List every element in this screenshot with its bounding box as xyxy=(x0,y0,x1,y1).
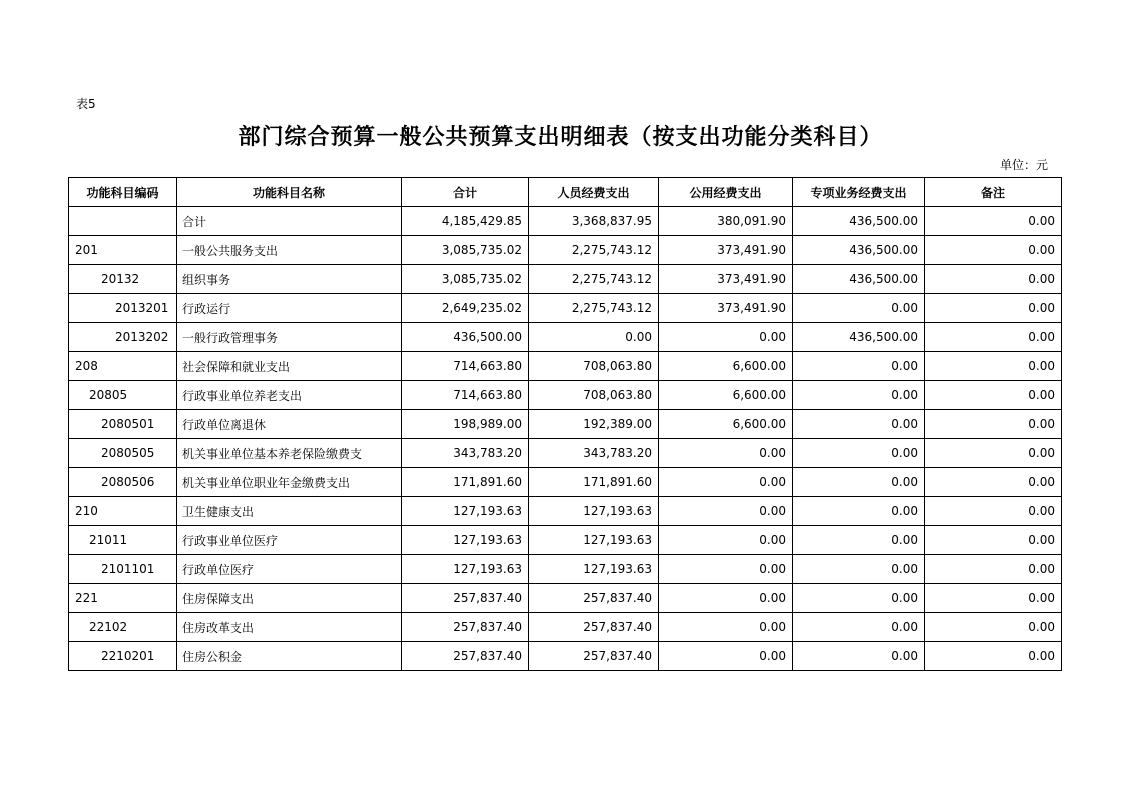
row-name: 组织事务 xyxy=(177,265,402,294)
table-number: 表5 xyxy=(76,97,96,111)
row-code: 2013201 xyxy=(69,294,177,323)
table-row xyxy=(69,468,1062,497)
row-public: 6,600.00 xyxy=(659,352,793,381)
row-name: 合计 xyxy=(177,207,402,236)
row-public: 380,091.90 xyxy=(659,207,793,236)
row-code: 201 xyxy=(69,236,177,265)
header-public: 公用经费支出 xyxy=(659,178,793,207)
row-note: 0.00 xyxy=(925,294,1062,323)
row-total: 257,837.40 xyxy=(402,584,529,613)
header-row xyxy=(69,178,1062,207)
header-total: 合计 xyxy=(402,178,529,207)
budget-table xyxy=(68,177,1062,671)
table-row xyxy=(69,439,1062,468)
row-personnel: 2,275,743.12 xyxy=(529,294,659,323)
row-note: 0.00 xyxy=(925,352,1062,381)
row-personnel: 2,275,743.12 xyxy=(529,236,659,265)
row-name: 一般行政管理事务 xyxy=(177,323,402,352)
row-public: 373,491.90 xyxy=(659,265,793,294)
table-row xyxy=(69,642,1062,671)
row-note: 0.00 xyxy=(925,410,1062,439)
row-note: 0.00 xyxy=(925,381,1062,410)
row-code: 221 xyxy=(69,584,177,613)
row-special: 436,500.00 xyxy=(793,323,925,352)
row-name: 住房公积金 xyxy=(177,642,402,671)
row-name: 机关事业单位职业年金缴费支出 xyxy=(177,468,402,497)
row-public: 0.00 xyxy=(659,555,793,584)
row-personnel: 0.00 xyxy=(529,323,659,352)
row-public: 0.00 xyxy=(659,613,793,642)
row-public: 0.00 xyxy=(659,642,793,671)
row-name: 行政运行 xyxy=(177,294,402,323)
table-row xyxy=(69,323,1062,352)
table-row xyxy=(69,555,1062,584)
row-note: 0.00 xyxy=(925,323,1062,352)
table-row xyxy=(69,613,1062,642)
row-name: 机关事业单位基本养老保险缴费支 xyxy=(177,439,402,468)
document-title: 部门综合预算一般公共预算支出明细表（按支出功能分类科目） xyxy=(238,125,883,150)
row-note: 0.00 xyxy=(925,207,1062,236)
row-note: 0.00 xyxy=(925,526,1062,555)
row-special: 0.00 xyxy=(793,468,925,497)
row-total: 3,085,735.02 xyxy=(402,265,529,294)
row-special: 0.00 xyxy=(793,352,925,381)
row-code: 210 xyxy=(69,497,177,526)
row-note: 0.00 xyxy=(925,584,1062,613)
table-row xyxy=(69,352,1062,381)
header-special: 专项业务经费支出 xyxy=(793,178,925,207)
row-public: 6,600.00 xyxy=(659,381,793,410)
row-special: 0.00 xyxy=(793,410,925,439)
row-personnel: 257,837.40 xyxy=(529,584,659,613)
row-personnel: 257,837.40 xyxy=(529,642,659,671)
table-row xyxy=(69,381,1062,410)
row-special: 0.00 xyxy=(793,613,925,642)
row-name: 行政事业单位医疗 xyxy=(177,526,402,555)
row-code xyxy=(69,207,177,236)
header-note: 备注 xyxy=(925,178,1062,207)
unit-label: 单位：元 xyxy=(1000,158,1049,172)
row-special: 0.00 xyxy=(793,439,925,468)
row-code: 2080505 xyxy=(69,439,177,468)
row-note: 0.00 xyxy=(925,613,1062,642)
row-note: 0.00 xyxy=(925,642,1062,671)
row-note: 0.00 xyxy=(925,555,1062,584)
row-total: 171,891.60 xyxy=(402,468,529,497)
row-public: 0.00 xyxy=(659,468,793,497)
row-total: 127,193.63 xyxy=(402,497,529,526)
row-special: 0.00 xyxy=(793,584,925,613)
row-special: 436,500.00 xyxy=(793,265,925,294)
row-personnel: 3,368,837.95 xyxy=(529,207,659,236)
row-public: 0.00 xyxy=(659,439,793,468)
row-total: 714,663.80 xyxy=(402,352,529,381)
row-code: 22102 xyxy=(69,613,177,642)
header-personnel: 人员经费支出 xyxy=(529,178,659,207)
row-total: 343,783.20 xyxy=(402,439,529,468)
row-note: 0.00 xyxy=(925,468,1062,497)
row-personnel: 127,193.63 xyxy=(529,555,659,584)
row-public: 373,491.90 xyxy=(659,236,793,265)
row-code: 208 xyxy=(69,352,177,381)
row-special: 436,500.00 xyxy=(793,236,925,265)
row-personnel: 257,837.40 xyxy=(529,613,659,642)
row-name: 行政单位医疗 xyxy=(177,555,402,584)
row-note: 0.00 xyxy=(925,497,1062,526)
row-special: 0.00 xyxy=(793,381,925,410)
row-total: 436,500.00 xyxy=(402,323,529,352)
row-name: 行政事业单位养老支出 xyxy=(177,381,402,410)
row-total: 4,185,429.85 xyxy=(402,207,529,236)
row-public: 373,491.90 xyxy=(659,294,793,323)
row-code: 20132 xyxy=(69,265,177,294)
row-total: 2,649,235.02 xyxy=(402,294,529,323)
row-special: 436,500.00 xyxy=(793,207,925,236)
row-code: 20805 xyxy=(69,381,177,410)
row-total: 257,837.40 xyxy=(402,613,529,642)
table-row xyxy=(69,236,1062,265)
row-code: 2101101 xyxy=(69,555,177,584)
row-public: 6,600.00 xyxy=(659,410,793,439)
row-name: 卫生健康支出 xyxy=(177,497,402,526)
row-note: 0.00 xyxy=(925,265,1062,294)
row-code: 2080506 xyxy=(69,468,177,497)
row-personnel: 343,783.20 xyxy=(529,439,659,468)
table-row xyxy=(69,497,1062,526)
row-total: 257,837.40 xyxy=(402,642,529,671)
table-row xyxy=(69,294,1062,323)
row-note: 0.00 xyxy=(925,236,1062,265)
row-total: 3,085,735.02 xyxy=(402,236,529,265)
header-name: 功能科目名称 xyxy=(177,178,402,207)
table-row xyxy=(69,584,1062,613)
row-note: 0.00 xyxy=(925,439,1062,468)
row-special: 0.00 xyxy=(793,497,925,526)
row-public: 0.00 xyxy=(659,497,793,526)
table-row xyxy=(69,526,1062,555)
row-personnel: 2,275,743.12 xyxy=(529,265,659,294)
row-special: 0.00 xyxy=(793,642,925,671)
row-public: 0.00 xyxy=(659,584,793,613)
table-row xyxy=(69,207,1062,236)
row-total: 127,193.63 xyxy=(402,555,529,584)
row-personnel: 171,891.60 xyxy=(529,468,659,497)
row-total: 198,989.00 xyxy=(402,410,529,439)
row-public: 0.00 xyxy=(659,526,793,555)
row-total: 714,663.80 xyxy=(402,381,529,410)
row-special: 0.00 xyxy=(793,555,925,584)
row-personnel: 127,193.63 xyxy=(529,526,659,555)
row-name: 住房保障支出 xyxy=(177,584,402,613)
header-code: 功能科目编码 xyxy=(69,178,177,207)
row-name: 行政单位离退休 xyxy=(177,410,402,439)
row-personnel: 708,063.80 xyxy=(529,352,659,381)
row-special: 0.00 xyxy=(793,526,925,555)
row-personnel: 708,063.80 xyxy=(529,381,659,410)
row-special: 0.00 xyxy=(793,294,925,323)
row-code: 2080501 xyxy=(69,410,177,439)
row-public: 0.00 xyxy=(659,323,793,352)
row-name: 一般公共服务支出 xyxy=(177,236,402,265)
table-row xyxy=(69,265,1062,294)
row-name: 住房改革支出 xyxy=(177,613,402,642)
row-code: 21011 xyxy=(69,526,177,555)
row-total: 127,193.63 xyxy=(402,526,529,555)
row-personnel: 192,389.00 xyxy=(529,410,659,439)
table-row xyxy=(69,410,1062,439)
row-code: 2210201 xyxy=(69,642,177,671)
row-name: 社会保障和就业支出 xyxy=(177,352,402,381)
row-personnel: 127,193.63 xyxy=(529,497,659,526)
row-code: 2013202 xyxy=(69,323,177,352)
